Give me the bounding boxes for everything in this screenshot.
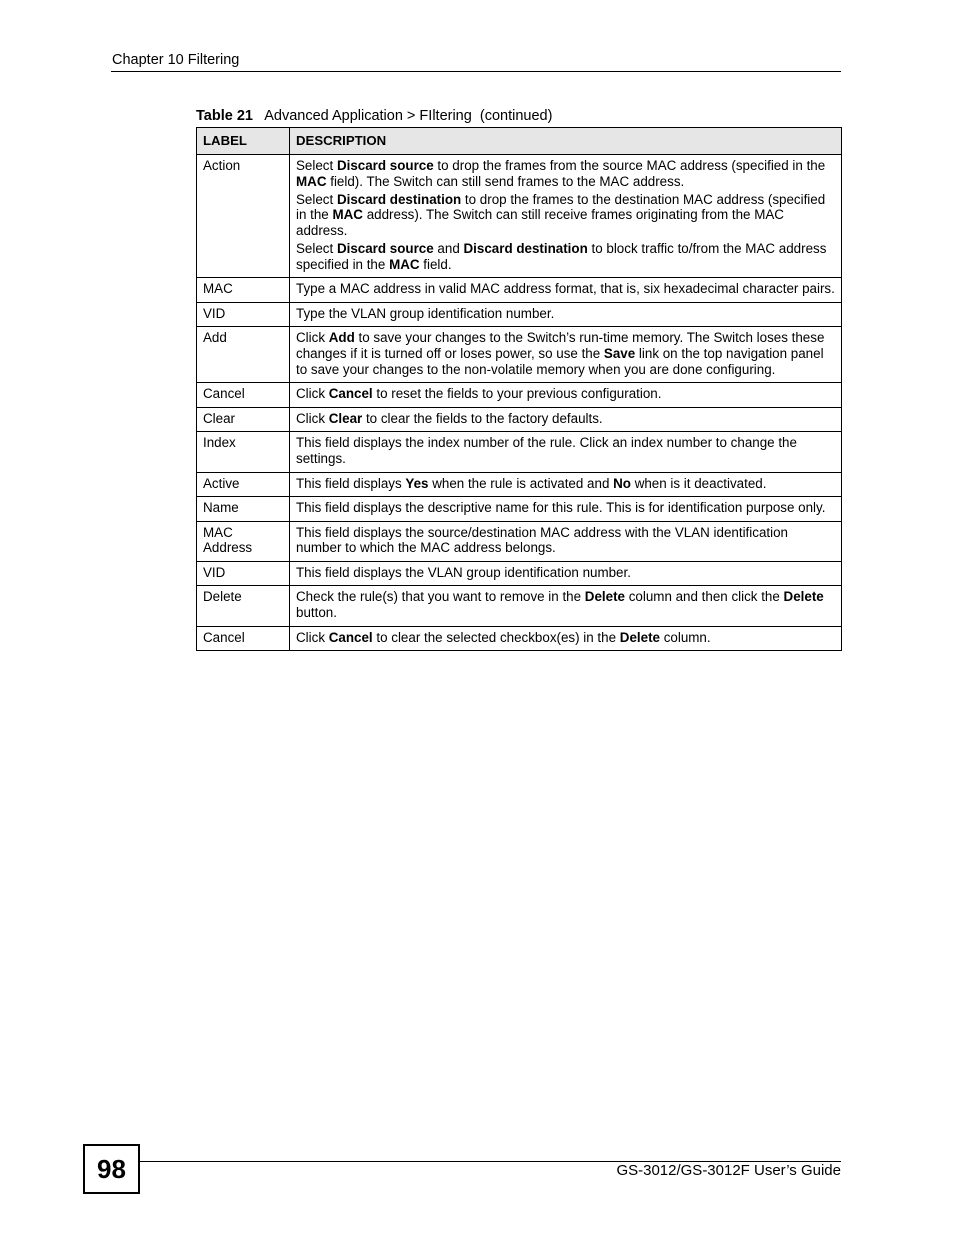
- description-paragraph: [296, 330, 835, 377]
- row-description: [290, 302, 842, 327]
- row-description: [290, 472, 842, 497]
- description-text: Click: [296, 410, 329, 426]
- description-text: Click: [296, 386, 329, 402]
- description-text: and: [433, 240, 464, 256]
- description-text: field). The Switch can still send frames to the MAC address.: [326, 173, 685, 189]
- row-description: [290, 407, 842, 432]
- description-text: field.: [419, 256, 452, 272]
- description-text: This field displays the descriptive name for this rule. This is for identification purpose only.: [296, 500, 826, 516]
- table-row: [197, 327, 842, 383]
- description-text: button.: [296, 605, 337, 621]
- table-caption-title: Advanced Application > FIltering (continued): [264, 108, 553, 124]
- description-paragraph: [296, 306, 835, 322]
- row-label: Clear: [197, 407, 290, 432]
- row-description: [290, 432, 842, 472]
- row-label: MAC Address: [197, 521, 290, 561]
- bold-term: Discard source: [336, 240, 434, 256]
- header-divider: [111, 71, 841, 72]
- row-description: [290, 497, 842, 522]
- field-description-table: [196, 127, 842, 651]
- bold-term: Delete: [619, 629, 660, 645]
- description-text: Check the rule(s) that you want to remove in the: [296, 589, 585, 605]
- page-number: 98: [83, 1144, 140, 1194]
- description-paragraph: [296, 158, 835, 189]
- row-description: [290, 586, 842, 626]
- table-row: [197, 561, 842, 586]
- description-paragraph: [296, 525, 835, 556]
- row-label: Cancel: [197, 626, 290, 651]
- table-row: [197, 302, 842, 327]
- table-row: [197, 383, 842, 408]
- row-label: Action: [197, 155, 290, 278]
- description-paragraph: [296, 476, 835, 492]
- bold-term: Yes: [405, 475, 429, 491]
- row-description: [290, 561, 842, 586]
- description-text: Click: [296, 330, 329, 346]
- description-text: Type a MAC address in valid MAC address format, that is, six hexadecimal character pairs.: [296, 281, 835, 297]
- bold-term: Cancel: [328, 629, 373, 645]
- bold-term: MAC: [332, 207, 363, 223]
- bold-term: Discard destination: [336, 191, 462, 207]
- description-text: This field displays: [296, 475, 406, 491]
- table-row: [197, 278, 842, 303]
- description-text: Select: [296, 240, 337, 256]
- description-text: to drop the frames to the destination MAC address (specified in the: [296, 191, 826, 223]
- row-label: Delete: [197, 586, 290, 626]
- table-row: [197, 586, 842, 626]
- description-paragraph: [296, 630, 835, 646]
- description-text: link on the top navigation panel to save your changes to the non-volatile memory when you are done configuring.: [296, 345, 824, 377]
- row-description: [290, 155, 842, 278]
- table-row: [197, 155, 842, 278]
- row-label: Add: [197, 327, 290, 383]
- table-row: [197, 407, 842, 432]
- guide-title: GS-3012/GS-3012F User’s Guide: [616, 1162, 841, 1179]
- table-body: [197, 155, 842, 651]
- description-paragraph: [296, 411, 835, 427]
- column-header-label: LABEL: [197, 128, 290, 155]
- bold-term: MAC: [389, 256, 420, 272]
- row-description: [290, 626, 842, 651]
- description-text: to reset the fields to your previous configuration.: [372, 386, 662, 402]
- description-paragraph: [296, 500, 835, 516]
- description-text: column and then click the: [625, 589, 784, 605]
- table-row: [197, 432, 842, 472]
- description-text: column.: [659, 629, 711, 645]
- description-text: to clear the fields to the factory defaults.: [362, 410, 603, 426]
- row-description: [290, 278, 842, 303]
- table-row: [197, 497, 842, 522]
- row-label: Index: [197, 432, 290, 472]
- description-paragraph: [296, 589, 835, 620]
- table-header-row: [197, 128, 842, 155]
- description-paragraph: [296, 281, 835, 297]
- description-text: to clear the selected checkbox(es) in the: [372, 629, 620, 645]
- bold-term: Cancel: [328, 386, 373, 402]
- bold-term: Discard source: [336, 158, 434, 173]
- column-header-description: DESCRIPTION: [290, 128, 842, 155]
- bold-term: Add: [328, 330, 355, 346]
- description-text: address). The Switch can still receive frames originating from the MAC address.: [296, 207, 784, 238]
- table-caption-label: Table 21: [196, 108, 253, 124]
- description-text: This field displays the source/destination MAC address with the VLAN identification number to which the MAC address belongs.: [296, 524, 788, 556]
- description-text: to drop the frames from the source MAC address (specified in the: [433, 158, 826, 173]
- bold-term: Delete: [584, 589, 625, 605]
- description-paragraph: [296, 192, 835, 239]
- row-label: Name: [197, 497, 290, 522]
- bold-term: No: [613, 475, 631, 491]
- description-text: This field displays the index number of the rule. Click an index number to change the settings.: [296, 435, 797, 466]
- row-description: [290, 383, 842, 408]
- row-label: Active: [197, 472, 290, 497]
- description-text: This field displays the VLAN group identification number.: [296, 564, 631, 580]
- description-text: Type the VLAN group identification number.: [296, 305, 555, 321]
- description-paragraph: [296, 386, 835, 402]
- description-paragraph: [296, 241, 835, 272]
- row-label: Cancel: [197, 383, 290, 408]
- bold-term: Discard destination: [463, 240, 588, 256]
- row-label: VID: [197, 561, 290, 586]
- description-paragraph: [296, 435, 835, 466]
- description-text: to block traffic to/from the MAC address specified in the: [296, 240, 827, 272]
- table-caption: [196, 108, 552, 124]
- bold-term: Clear: [328, 410, 363, 426]
- table-row: [197, 472, 842, 497]
- description-text: to save your changes to the Switch’s run-time memory. The Switch loses these changes if it is turned off or loses power, so use the: [296, 330, 825, 361]
- row-label: VID: [197, 302, 290, 327]
- description-text: Click: [296, 629, 329, 645]
- bold-term: MAC: [296, 173, 327, 189]
- table-row: [197, 626, 842, 651]
- table-row: [197, 521, 842, 561]
- description-text: when is it deactivated.: [630, 475, 767, 491]
- description-text: Select: [296, 191, 337, 207]
- row-label: MAC: [197, 278, 290, 303]
- description-text: when the rule is activated and: [428, 475, 614, 491]
- description-text: Select: [296, 158, 337, 173]
- description-paragraph: [296, 565, 835, 581]
- chapter-header: Chapter 10 Filtering: [112, 52, 240, 68]
- bold-term: Delete: [783, 589, 824, 605]
- row-description: [290, 327, 842, 383]
- bold-term: Save: [603, 345, 636, 361]
- row-description: [290, 521, 842, 561]
